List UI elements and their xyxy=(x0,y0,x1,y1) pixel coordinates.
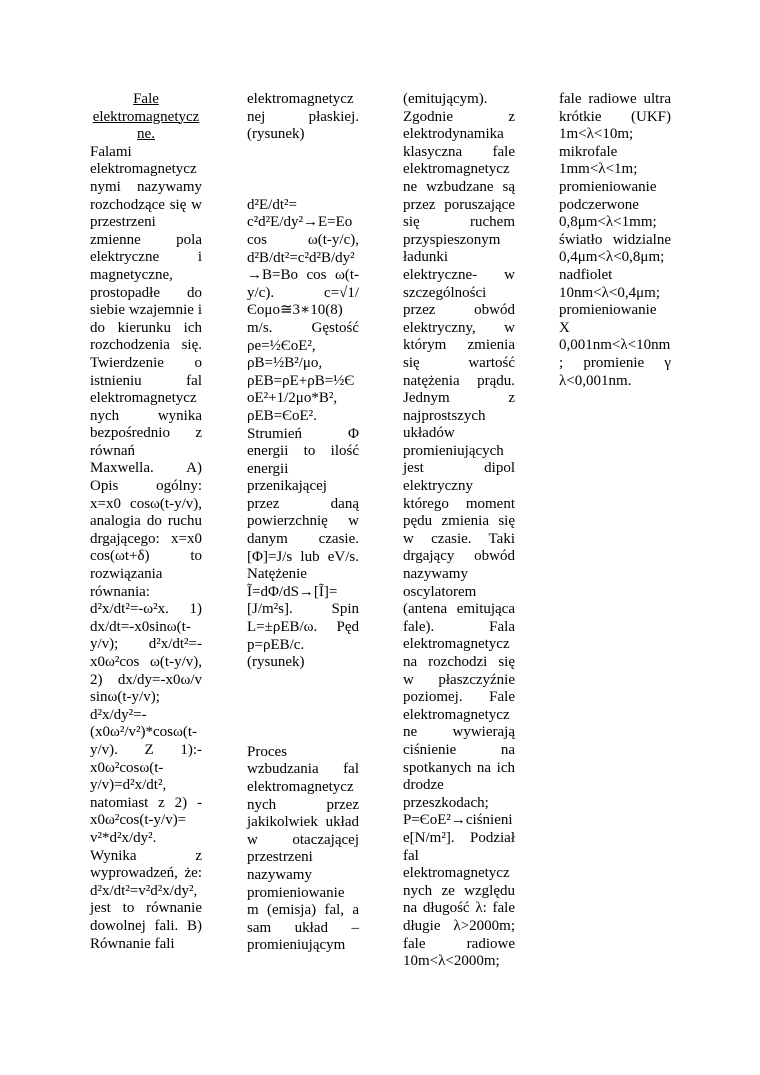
text-column-4 xyxy=(559,91,671,390)
document-title: Fale elektromagnetyczne. xyxy=(92,91,200,143)
column-2-paragraph-3: Proces wzbudzania fal elektromagnetycznych przez jakikolwiek układ w otaczającej przestrzeni nazywamy promieniowanie m (emisja) fal, a sam układ –promieniującym xyxy=(247,743,359,954)
column-4-paragraph: fale radiowe ultra krótkie (UKF) 1m<λ<10m; mikrofale 1mm<λ<1m; promieniowanie podczerwone 0,8μm<λ<1mm; światło widzialne 0,4μm<λ<0,8μm; nadfiolet 10nm<λ<0,4μm; promieniowanie X 0,001nm<λ<10nm; promienie γ λ<0,001nm. xyxy=(559,91,671,389)
text-column-1 xyxy=(90,91,202,953)
figure-gap xyxy=(247,144,359,197)
column-2-paragraph-1: elektromagnetycznej płaskiej. (rysunek) xyxy=(247,91,359,143)
figure-gap xyxy=(247,672,359,744)
column-2-paragraph-2: d²E/dt²= c²d²E/dy²→E=Eo cos ω(t-y/c), d²B/dt²=c²d²B/dy² →B=Bo cos ω(t-y/c). c=√1/Єoμo≅3∗10(8) m/s. Gęstość ρe=½ЄoE², ρB=½B²/μo, ρEB=ρE+ρB=½ЄoE²+1/2μo*B², ρEB=ЄoE². Strumień Φ energii to ilość energii przenikającej przez daną powierzchnię w danym czasie. [Φ]=J/s lub eV/s. Natężenie Ĩ=dΦ/dS→[Ĩ]=[J/m²s]. Spin L=±ρEB/ω. Pęd p=ρEB/c. (rysunek) xyxy=(247,196,359,671)
text-column-2 xyxy=(247,91,359,955)
column-3-paragraph: (emitującym). Zgodnie z elektrodynamika klasyczna fale elektromagnetyczne wzbudzane są przez poruszające się ruchem przyspieszonym ładunki elektryczne- w szczególności przez obwód elektryczny, w którym zmienia się wartość natężenia prądu. Jednym z najprostszych układów promieniujących jest dipol elektryczny którego moment pędu zmienia się w czasie. Taki drgający obwód nazywamy oscylatorem (antena emitująca fale). Fala elektromagnetyczna rozchodzi się w płaszczyźnie poziomej. Fale elektromagnetyczne wywierają ciśnienie na spotkanych na ich drodze przeszkodach; P=ЄoE²→ciśnienie[N/m²]. Podział fal elektromagnetycznych ze względu na długość λ: fale długie λ>2000m; fale radiowe 10m<λ<2000m; xyxy=(403,91,515,970)
column-1-paragraph: Falami elektromagnetycznymi nazywamy rozchodzące się w przestrzeni zmienne pola elektryczne i magnetyczne, prostopadłe do siebie wzajemnie i do kierunku ich rozchodzenia się. Twierdzenie o istnieniu fal elektromagnetycznych wynika bezpośrednio z równań Maxwella. A) Opis ogólny: x=x0 cosω(t-y/v), analogia do ruchu drgającego: x=x0 cos(ωt+δ) to rozwiązania równania: d²x/dt²=-ω²x. 1) dx/dt=-x0sinω(t-y/v); d²x/dt²=-x0ω²cos ω(t-y/v), 2) dx/dy=-x0ω/v sinω(t-y/v); d²x/dy²=-(x0ω²/v²)*cosω(t-y/v). Z 1):-x0ω²cosω(t-y/v)=d²x/dt², natomiast z 2) -x0ω²cos(t-y/v)= v²*d²x/dy². Wynika z wyprowadzeń, że: d²x/dt²=v²d²x/dy², jest to równanie dowolnej fali. B) Równanie fali xyxy=(90,143,202,952)
text-column-3 xyxy=(403,91,515,971)
